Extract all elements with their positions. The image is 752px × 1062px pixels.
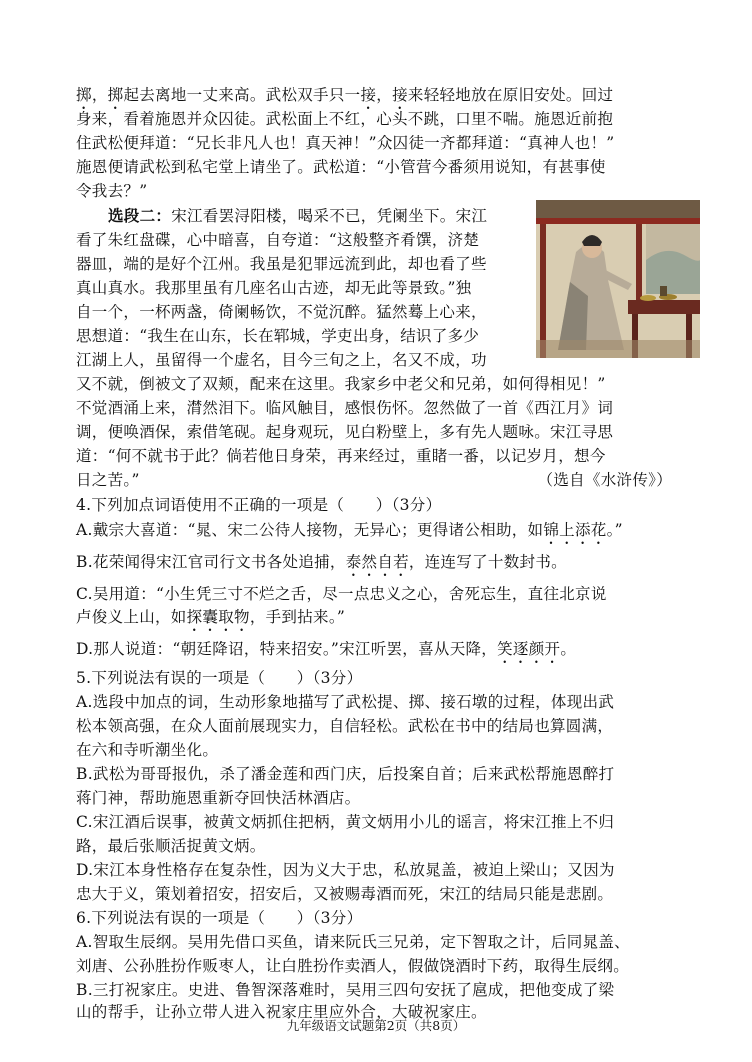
- q4-option-c-line-1: C.吴用道：“小生凭三寸不烂之舌，尽一点忠义之心，舍死忘生，直往北京说: [76, 585, 607, 603]
- q5-option-d-line-1: D.宋江本身性格存在复杂性，因为义大于忠，私放晁盖，被迫上梁山；又因为: [76, 861, 615, 879]
- q4-stem: 4.下列加点词语使用不正确的一项是（ ）（3分）: [76, 496, 442, 514]
- passage2-line-1: 选段二：宋江看罢浔阳楼，喝采不已，凭阑坐下。宋江: [108, 206, 488, 225]
- q6-stem: 6.下列说法有误的一项是（ ）（3分）: [76, 909, 363, 927]
- q5-option-d-line-2: 忠大于义，策划着招安，招安后，又被赐毒酒而死，宋江的结局只能是悲剧。: [76, 885, 614, 903]
- passage1-line-2: 身来，看着施恩并众囚徒。武松面上不红，心头不跳，口里不喘。施恩近前抱: [76, 110, 614, 128]
- passage2-line-2: 看了朱红盘碟，心中暗喜，自夸道：“这般整齐肴馔，济楚: [76, 231, 480, 249]
- passage1-line-4: 施恩便请武松到私宅堂上请坐了。武松道：“小管营今番须用说知，有甚事使: [76, 158, 606, 176]
- q5-stem: 5.下列说法有误的一项是（ ）（3分）: [76, 669, 363, 687]
- q5-option-c-line-2: 路，最后张顺活捉黄文炳。: [76, 837, 266, 855]
- q6-option-b-line-1: B.三打祝家庄。史进、鲁智深落难时，吴用三四句安抚了扈成，把他变成了梁: [76, 981, 615, 999]
- passage2-source: （选自《水浒传》）: [537, 471, 672, 489]
- passage2-line-10: 调，便唤酒保，索借笔砚。起身观玩，见白粉壁上，多有先人题咏。宋江寻思: [76, 423, 614, 441]
- q4-option-d: D.那人说道：“朝廷降诏，特来招安。”宋江听罢，喜从天降，笑逐颜开。: [76, 640, 577, 658]
- q5-option-a-line-1: A.选段中加点的词，生动形象地描写了武松提、掷、接石墩的过程，体现出武: [76, 693, 615, 711]
- q6-option-b-line-2: 山的帮手，让孙立带人进入祝家庄里应外合，大破祝家庄。: [76, 1003, 487, 1021]
- passage2-line-11: 道：“何不就书于此？倘若他日身荣，再来经过，重睹一番，以记岁月，想今: [76, 447, 606, 465]
- q4-option-b: B.花荣闻得宋江官司行文书各处追捕，泰然自若，连连写了十数封书。: [76, 553, 567, 571]
- passage1-line-5: 令我去？”: [76, 182, 148, 200]
- song-jiang-illustration: [536, 200, 700, 358]
- passage2-line-12: 日之苦。”: [76, 471, 140, 489]
- passage1-line-1: 掷，掷起去离地一丈来高。武松双手只一接，接来轻轻地放在原旧安处。回过: [76, 86, 614, 104]
- passage1-line-3: 住武松便拜道：“兄长非凡人也！真天神！”众囚徒一齐都拜道：“真神人也！”: [76, 134, 615, 152]
- q5-option-a-line-2: 松本领高强，在众人面前展现实力，自信轻松。武松在书中的结局也算圆满，: [76, 717, 614, 735]
- passage2-line-7: 江湖上人，虽留得一个虚名，目今三旬之上，名又不成，功: [76, 351, 487, 369]
- q5-option-a-line-3: 在六和寺听潮坐化。: [76, 741, 219, 759]
- passage2-line-8: 又不就，倒被文了双颊，配来在这里。我家乡中老父和兄弟，如何得相见！”: [76, 375, 606, 393]
- passage2-line-9: 不觉酒涌上来，潸然泪下。临风触目，感恨伤怀。忽然做了一首《西江月》词: [76, 399, 614, 417]
- passage2-line-3: 器皿，端的是好个江州。我虽是犯罪远流到此，却也看了些: [76, 255, 487, 273]
- passage2-line-4: 真山真水。我那里虽有几座名山古迹，却无此等景致。”独: [76, 279, 472, 297]
- passage2-label: 选段二：: [108, 206, 172, 225]
- q4-option-c-line-2: 卢俊义上山，如探囊取物，手到拈来。”: [76, 608, 346, 626]
- q5-option-b-line-2: 蒋门神，帮助施恩重新夺回快活林酒店。: [76, 789, 361, 807]
- q4-option-a: A.戴宗大喜道：“晁、宋二公待人接物，无异心；更得诸公相助，如锦上添花。”: [76, 521, 623, 539]
- q6-option-a-line-1: A.智取生辰纲。吴用先借口买鱼，请来阮氏三兄弟，定下智取之计，后同晁盖、: [76, 933, 630, 951]
- q5-option-c-line-1: C.宋江酒后误事，被黄文炳抓住把柄，黄文炳用小儿的谣言，将宋江推上不归: [76, 813, 615, 831]
- passage2-line-5: 自一个，一杯两盏，倚阑畅饮，不觉沉醉。猛然蓦上心来，: [76, 303, 487, 321]
- q5-option-b-line-1: B.武松为哥哥报仇，杀了潘金莲和西门庆，后投案自首；后来武松帮施恩醉打: [76, 765, 615, 783]
- passage2-line-6: 思想道：“我生在山东，长在郓城，学吏出身，结识了多少: [76, 327, 480, 345]
- q6-option-a-line-2: 刘唐、公孙胜扮作贩枣人，让白胜扮作卖酒人，假做饶酒时下药，取得生辰纲。: [76, 957, 630, 975]
- page-footer: 九年级语文试题第2页（共8页）: [286, 1018, 466, 1033]
